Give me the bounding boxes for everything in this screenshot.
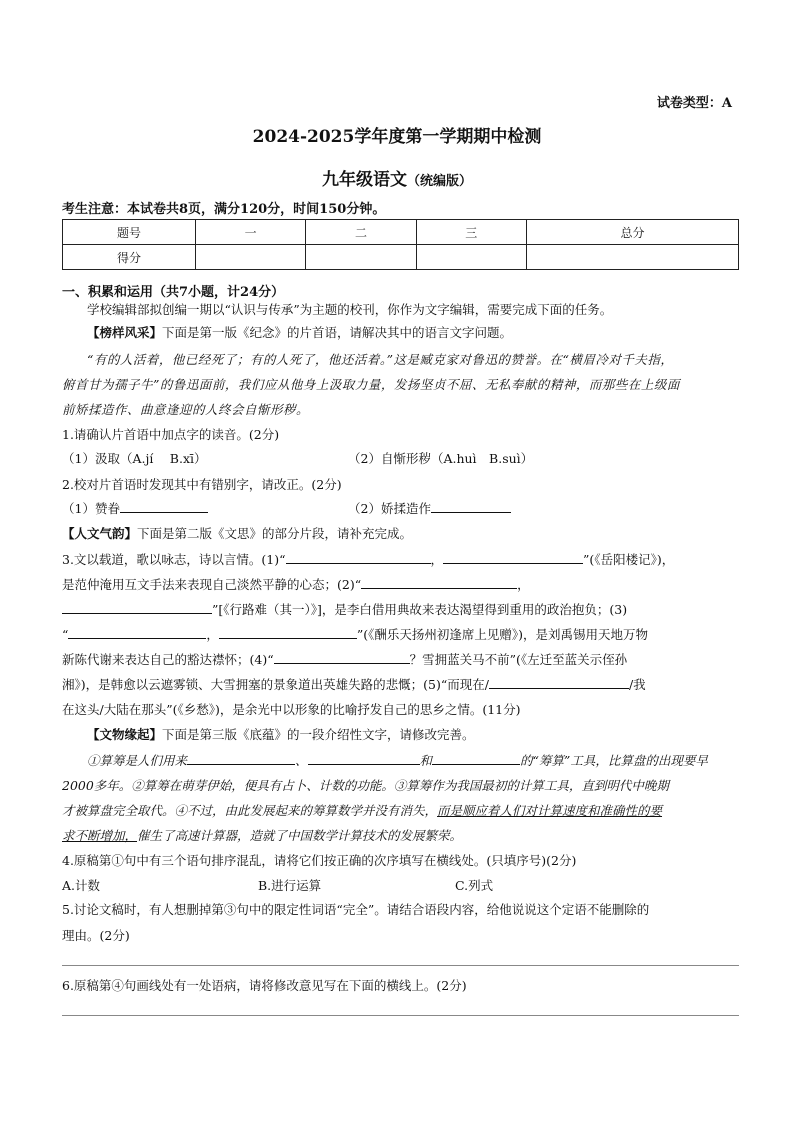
passage-line: 俯首甘为孺子牛”的鲁迅面前，我们应从他身上汲取力量，发扬坚贞不屈、无私奉献的精神，而那些在上级面 bbox=[62, 377, 680, 392]
score-cell[interactable] bbox=[526, 245, 738, 270]
score-row-label: 得分 bbox=[63, 245, 196, 270]
score-cell[interactable] bbox=[416, 245, 526, 270]
question-4-option-a: A.计数 bbox=[62, 878, 101, 893]
score-table-header: 三 bbox=[416, 220, 526, 245]
part3-text: 下面是第三版《底蕴》的一段介绍性文字，请修改完善。 bbox=[162, 727, 475, 742]
passage-3-text: 、 bbox=[295, 753, 308, 768]
question-3-line bbox=[62, 574, 739, 595]
question-4-option-c: C.列式 bbox=[455, 878, 494, 893]
part2-text: 下面是第二版《文思》的部分片段，请补充完成。 bbox=[137, 526, 413, 541]
score-table bbox=[62, 219, 739, 270]
question-6: 6.原稿第④句画线处有一处语病，请将修改意见写在下面的横线上。(2分) bbox=[62, 978, 467, 993]
part2-header bbox=[62, 523, 739, 544]
question-3-text: ， bbox=[517, 577, 530, 592]
question-3-text: ”[《行路难（其一）》]，是李白借用典故来表达渴望得到重用的政治抱负；(3) bbox=[212, 602, 628, 617]
question-1-option-b: （2）自惭形秽（A.huì B.suì） bbox=[348, 451, 534, 466]
edition-label: （统编版） bbox=[406, 174, 472, 189]
section-heading: 一、积累和运用（共7小题，计24分） bbox=[62, 285, 285, 300]
part3-header bbox=[62, 724, 764, 745]
question-3-line bbox=[62, 599, 739, 620]
score-cell[interactable] bbox=[196, 245, 306, 270]
question-3-line bbox=[62, 624, 739, 645]
answer-blank[interactable] bbox=[489, 676, 629, 689]
underlined-sentence: 而是顺应着人们对计算速度和准确性的要 bbox=[437, 803, 663, 818]
question-3-text: ”(《酬乐天扬州初逢席上见赠》)，是刘禹锡用天地万物 bbox=[356, 627, 649, 642]
answer-blank[interactable] bbox=[187, 752, 295, 765]
paper-type: 试卷类型：A bbox=[656, 96, 732, 111]
part1-header bbox=[62, 322, 739, 343]
score-table-header: 总分 bbox=[526, 220, 738, 245]
answer-blank[interactable] bbox=[286, 551, 431, 564]
question-5-line: 5.讨论文稿时，有人想删掉第③句中的限定性词语“完全”。请结合语段内容，给他说说这个定语不能删除的 bbox=[62, 902, 650, 917]
question-1-option-a: （1）汲取（A.jí B.xī） bbox=[62, 451, 207, 466]
answer-blank[interactable] bbox=[431, 500, 511, 513]
question-3-text: ， bbox=[430, 552, 444, 567]
passage-3-line bbox=[62, 825, 739, 846]
part2-label: 【人文气韵】 bbox=[62, 526, 138, 541]
question-2-item-a-text: （1）赞眷 bbox=[62, 501, 120, 516]
answer-blank[interactable] bbox=[219, 626, 357, 639]
score-table-header: 一 bbox=[196, 220, 306, 245]
question-3-text: 3.文以载道，歌以咏志，诗以言情。(1)“ bbox=[62, 552, 286, 567]
question-3-text: 是范仲淹用互文手法来表现自己淡然平静的心态；(2)“ bbox=[62, 577, 362, 592]
passage-3-text: 和 bbox=[419, 753, 433, 768]
question-5-line: 理由。(2分) bbox=[62, 928, 130, 943]
question-3-text: ”(《岳阳楼记》)， bbox=[583, 552, 675, 567]
question-1: 1.请确认片首语中加点字的读音。(2分) bbox=[62, 427, 280, 442]
question-2-item-a bbox=[62, 498, 208, 519]
passage-3-text: 才被算盘完全取代。④不过，由此发展起来的筹算数学并没有消失， bbox=[62, 803, 438, 818]
section-intro: 学校编辑部拟创编一期以“认识与传承”为主题的校刊，你作为文字编辑，需要完成下面的任务。 bbox=[87, 302, 613, 317]
score-table-header-row bbox=[63, 220, 739, 245]
question-3-line bbox=[62, 649, 739, 670]
answer-blank[interactable] bbox=[62, 601, 212, 614]
question-3-text: /我 bbox=[628, 677, 646, 692]
answer-blank[interactable] bbox=[361, 576, 517, 589]
underlined-sentence: 求不断增加， bbox=[62, 828, 138, 843]
question-3-text: ， bbox=[206, 627, 219, 642]
answer-blank[interactable] bbox=[432, 752, 520, 765]
question-3-text: 湘》)，是韩愈以云遮雾锁、大雪拥塞的景象道出英雄失路的悲慨；(5)“而现在/ bbox=[62, 677, 489, 692]
question-3-line bbox=[62, 674, 739, 695]
question-2-item-b bbox=[348, 498, 511, 519]
score-table-header: 题号 bbox=[63, 220, 196, 245]
question-3-line: 在这头/大陆在那头”(《乡愁》)，是余光中以形象的比喻抒发自己的思乡之情。(11分) bbox=[62, 702, 521, 717]
answer-blank[interactable] bbox=[443, 551, 583, 564]
question-3-text: “ bbox=[62, 627, 69, 642]
question-2: 2.校对片首语时发现其中有错别字，请改正。(2分) bbox=[62, 477, 342, 492]
part3-label: 【文物缘起】 bbox=[87, 727, 163, 742]
answer-line[interactable] bbox=[62, 965, 739, 966]
answer-line[interactable] bbox=[62, 1015, 739, 1016]
score-cell[interactable] bbox=[306, 245, 416, 270]
score-table-header: 二 bbox=[306, 220, 416, 245]
passage-3-line bbox=[62, 750, 764, 771]
answer-blank[interactable] bbox=[120, 500, 208, 513]
passage-3-text: 催生了高速计算器，造就了中国数学计算技术的发展繁荣。 bbox=[137, 828, 463, 843]
exam-title: 2024-2025学年度第一学期期中检测 bbox=[252, 127, 542, 147]
passage-3-text: ①算筹是人们用来 bbox=[87, 753, 188, 768]
passage-3-line: 2000多年。②算筹在萌芽伊始，便具有占卜、计数的功能。③算筹作为我国最初的计算工具，直到明代中晚期 bbox=[62, 778, 669, 793]
candidate-notice: 考生注意：本试卷共8页，满分120分，时间150分钟。 bbox=[62, 202, 386, 217]
part1-text: 下面是第一版《纪念》的片首语，请解决其中的语言文字问题。 bbox=[162, 325, 513, 340]
subject-name: 九年级语文 bbox=[321, 170, 407, 190]
answer-blank[interactable] bbox=[308, 752, 420, 765]
exam-subtitle bbox=[0, 165, 794, 190]
passage-3-text: 的“筹算”工具，比算盘的出现要早 bbox=[520, 753, 708, 768]
question-3-text: 新陈代谢来表达自己的豁达襟怀；(4)“ bbox=[62, 652, 274, 667]
score-table-score-row bbox=[63, 245, 739, 270]
question-3-line bbox=[62, 549, 739, 570]
question-2-item-b-text: （2）娇揉造作 bbox=[348, 501, 431, 516]
question-4: 4.原稿第①句中有三个语句排序混乱，请将它们按正确的次序填写在横线处。(只填序号)(2分) bbox=[62, 853, 577, 868]
answer-blank[interactable] bbox=[274, 651, 410, 664]
passage-3-line bbox=[62, 800, 739, 821]
passage-line: 前矫揉造作、曲意逢迎的人终会自惭形秽。 bbox=[62, 402, 310, 417]
question-4-option-b: B.进行运算 bbox=[258, 878, 322, 893]
answer-blank[interactable] bbox=[68, 626, 206, 639]
question-3-text: ？雪拥蓝关马不前”(《左迁至蓝关示侄孙 bbox=[409, 652, 628, 667]
passage-line: “有的人活着，他已经死了；有的人死了，他还活着。”这是臧克家对鲁迅的赞誉。在“横眉冷对千夫指， bbox=[87, 352, 674, 367]
part1-label: 【榜样风采】 bbox=[87, 325, 163, 340]
